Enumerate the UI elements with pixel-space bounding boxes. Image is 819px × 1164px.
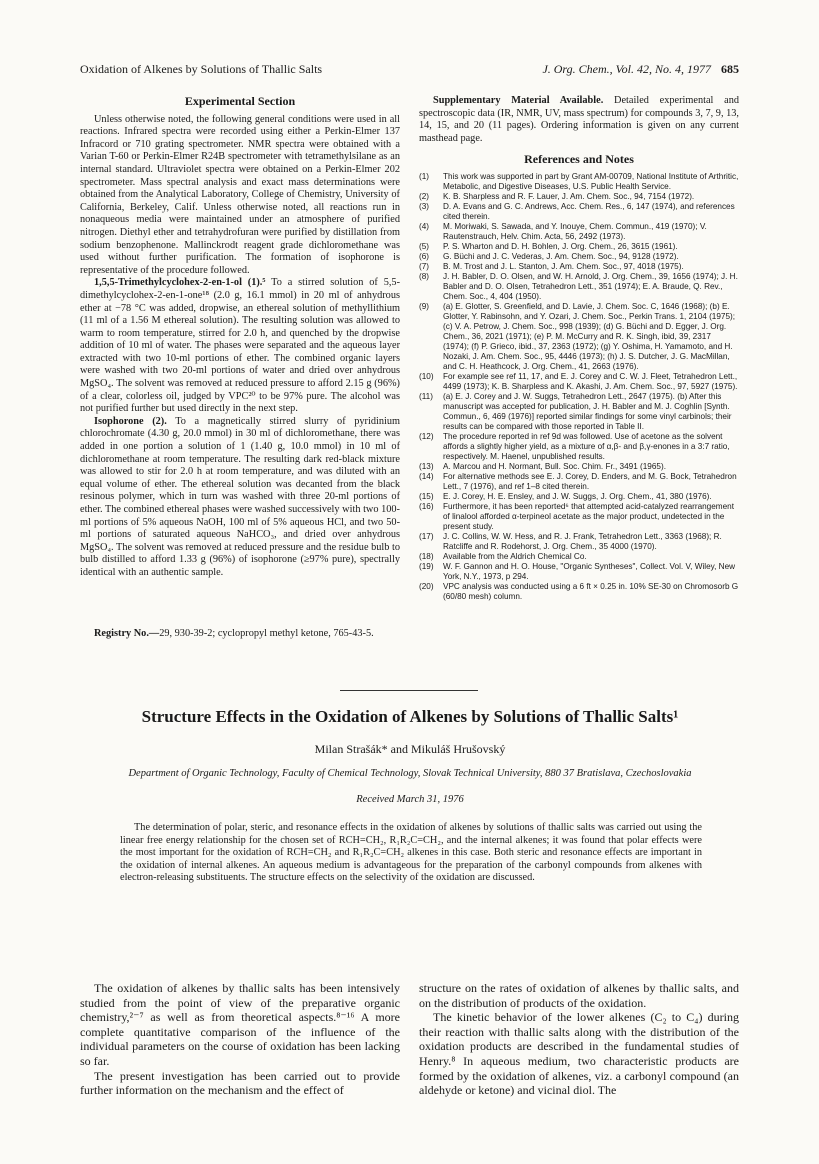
received-date: Received March 31, 1976: [356, 794, 464, 805]
intro-right-column: [419, 981, 739, 1098]
registry-label: Registry No.—: [94, 628, 160, 639]
reference-text: For example see ref 11, 17, and E. J. Corey and C. W. J. Fleet, Tetrahedron Lett., 4499 (1973); K. B. Sharpless and K. Akashi, J. Am. Chem. Soc., 97, 5927 (1975).: [443, 371, 738, 391]
right-column: [419, 95, 739, 602]
section-divider: [340, 690, 478, 691]
reference-number: (13): [419, 461, 434, 471]
reference-number: (2): [419, 191, 430, 201]
reference-item: [419, 372, 739, 392]
reference-item: [419, 502, 739, 532]
intro-left-column: [80, 981, 400, 1098]
reference-item: [419, 562, 739, 582]
reference-number: (12): [419, 431, 434, 441]
article-authors: Milan Strašák* and Mikuláš Hrušovský: [314, 742, 506, 756]
reference-item: [419, 582, 739, 602]
reference-text: K. B. Sharpless and R. F. Lauer, J. Am. Chem. Soc., 94, 7154 (1972).: [443, 191, 695, 201]
reference-text: W. F. Gannon and H. O. House, "Organic Syntheses", Collect. Vol. V, Wiley, New York, N.Y., 1973, p 294.: [443, 561, 736, 581]
reference-text: For alternative methods see E. J. Corey, D. Enders, and M. G. Bock, Tetrahedron Lett., 7 (1976), and ref 1–8 cited therein.: [443, 471, 737, 491]
reference-item: [419, 272, 739, 302]
reference-text: A. Marcou and H. Normant, Bull. Soc. Chim. Fr., 3491 (1965).: [443, 461, 666, 471]
reference-item: [419, 462, 739, 472]
reference-text: Furthermore, it has been reported⁶ that attempted acid-catalyzed rearrangement of linalool afforded α-terpineol acetate as the major product, undetected in the present study.: [443, 501, 734, 531]
reference-item: [419, 302, 739, 372]
reference-number: (16): [419, 501, 434, 511]
article-title: Structure Effects in the Oxidation of Alkenes by Solutions of Thallic Salts¹: [141, 707, 679, 726]
experimental-section: [80, 95, 400, 580]
reference-item: [419, 532, 739, 552]
reference-text: D. A. Evans and G. C. Andrews, Acc. Chem. Res., 6, 147 (1974), and references cited therein.: [443, 201, 735, 221]
reference-text: M. Moriwaki, S. Sawada, and Y. Inouye, Chem. Commun., 419 (1970); V. Rautenstrauch, Helv. Chim. Acta, 56, 2492 (1973).: [443, 221, 707, 241]
reference-item: [419, 192, 739, 202]
reference-number: (1): [419, 171, 430, 181]
reference-text: E. J. Corey, H. E. Ensley, and J. W. Suggs, J. Org. Chem., 41, 380 (1976).: [443, 491, 712, 501]
abstract: The determination of polar, steric, and resonance effects in the oxidation of alkenes by solutions of thallic salts was carried out using the linear free energy relationship for the chosen set of RCH=CH₂, R₁R₂C=CH₂, and the internal alkenes; it was found that polar effects were the most important for the oxidation of RCH=CH₂ and R₁R₂C=CH₂ alkenes in this case. Both steric and resonance effects are important in the oxidation of internal alkenes. An aqueous medium is advantageous for the preparation of the carbonyl compounds from alkenes with electron-releasing substituents. The structure effects on the selectivity of the oxidation are discussed.: [120, 822, 702, 884]
reference-text: This work was supported in part by Grant AM-00709, National Institute of Arthritic, Metabolic, and Digestive Diseases, U.S. Public Health Service.: [443, 171, 739, 191]
experimental-paragraph: 1,5,5-Trimethylcyclohex-2-en-1-ol (1).⁵ To a stirred solution of 5,5-dimethylcyclohex-2-en-1-one¹⁸ (2.0 g, 16.1 mmol) in 20 ml of anhydrous ether at −78 °C was added, dropwise, an ethereal solution of methyllithium (11 ml of a 1.56 M ethereal solution). The resulting solution was allowed to warm to room temperature, stirred for 2.0 h, and quenched by the dropwise addition of 10 ml of water. The phases were separated and the aqueous layer extracted with two 10-ml portions of ether. The combined organic layers were washed with two 20-ml portions of water and dried over anhydrous MgSO₄. The solvent was removed at reduced pressure to afford 2.15 g (96%) of a clear, colorless oil, judged by VPC²⁰ to be 97% pure. The alcohol was not purified further but used directly in the next step.: [80, 277, 401, 415]
references-list: [419, 172, 739, 602]
reference-number: (8): [419, 271, 430, 281]
reference-number: (4): [419, 221, 430, 231]
page-header: [80, 62, 739, 80]
reference-item: [419, 552, 739, 562]
reference-item: [419, 252, 739, 262]
body-paragraph: The present investigation has been carried out to provide further information on the mechanism and the effect of: [80, 1068, 400, 1098]
reference-text: VPC analysis was conducted using a 6 ft × 0.25 in. 10% SE-30 on Chromosorb G (60/80 mesh) column.: [443, 581, 739, 601]
body-paragraph: The oxidation of alkenes by thallic salts has been intensively studied from the point of view of the preparative organic chemistry,²⁻⁷ as well as from theoretical aspects.⁸⁻¹⁶ A more complete quantitative comparison of the influence of the individual parameters on the course of oxidation has been lacking so far.: [80, 981, 400, 1068]
body-paragraph: structure on the rates of oxidation of alkenes by thallic salts, and on the distribution of products of the oxidation.: [419, 981, 739, 1010]
reference-item: [419, 432, 739, 462]
reference-number: (7): [419, 261, 430, 271]
reference-item: [419, 262, 739, 272]
journal-citation: J. Org. Chem., Vol. 42, No. 4, 1977 685: [542, 62, 739, 76]
experimental-paragraph: Isophorone (2). To a magnetically stirred slurry of pyridinium chlorochromate (4.30 g, 20.0 mmol) in 30 ml of dichloromethane, there was added in one portion a solution of 1 (1.40 g, 10.0 mmol) in 10 ml of dichloromethane at room temperature. The resulting dark red-black mixture was allowed to stir for 2.0 h at room temperature, and was diluted with an equal volume of ether. The ethereal solution was decanted from the black resinous polymer, which in turn was washed with three 20-ml portions of ether. The combined ethereal phases were washed successively with two 100-ml portions of 5% aqueous NaOH, 100 ml of 5% aqueous HCl, and two 50-ml portions of saturated aqueous NaHCO₃, and dried over anhydrous MgSO₄. The solvent was removed at reduced pressure and the residue bulb to bulb distilled to afford 1.33 g (96%) of isophorone (≥97% pure), spectrally identical with an authentic sample.: [80, 415, 400, 578]
reference-item: [419, 222, 739, 242]
page-number: 685: [721, 62, 739, 76]
reference-number: (11): [419, 391, 433, 401]
reference-text: Available from the Aldrich Chemical Co.: [443, 551, 587, 561]
supplementary-material: Supplementary Material Available. Detailed experimental and spectroscopic data (IR, NMR, UV, mass spectrum) for compounds 3, 7, 9, 13, 14, 15, and 20 (11 pages). Ordering information is given on any current masthead page.: [419, 95, 740, 144]
reference-number: (9): [419, 301, 430, 311]
experimental-paragraph: Unless otherwise noted, the following general conditions were used in all reactions. Infrared spectra were recorded using either a Perkin-Elmer 137 Infracord or 710 grating spectrometer. NMR spectra were obtained with a Varian T-60 or Perkin-Elmer R24B spectrometer with tetramethylsilane as an internal standard. Ultraviolet spectra were obtained on a Perkin-Elmer 202 spectrometer. Mass spectral analysis and exact mass determinations were obtained from the Analytical Laboratory, College of Chemistry, University of California, Berkeley, Calif. Unless otherwise noted, all reactions run in nonaqueous media were maintained under an atmosphere of purified nitrogen. Diethyl ether and tetrahydrofuran were purified by distillation from sodium benzophenone. Mallinckrodt reagent grade dichloromethane was used without further purification. The formation of isophorone is representative of the procedure followed.: [80, 113, 400, 276]
reference-text: G. Büchi and J. C. Vederas, J. Am. Chem. Soc., 94, 9128 (1972).: [443, 251, 679, 261]
reference-number: (15): [419, 491, 434, 501]
running-title: Oxidation of Alkenes by Solutions of Thallic Salts: [80, 62, 323, 76]
reference-item: [419, 392, 739, 432]
reference-number: (6): [419, 251, 430, 261]
supplementary-label: Supplementary Material Available.: [433, 95, 604, 106]
compound-heading: 1,5,5-Trimethylcyclohex-2-en-1-ol (1).⁵: [94, 277, 266, 289]
reference-number: (5): [419, 241, 430, 251]
reference-text: The procedure reported in ref 9d was followed. Use of acetone as the solvent affords a slightly higher yield, as a mixture of α,β- and β,γ-enones in a 3:7 ratio, respectively. M. Haenel, unpublished results.: [443, 431, 730, 461]
reference-number: (20): [419, 581, 434, 591]
reference-number: (19): [419, 561, 434, 571]
experimental-heading: Experimental Section: [184, 94, 296, 108]
reference-item: [419, 472, 739, 492]
article-affiliation: Department of Organic Technology, Faculty of Chemical Technology, Slovak Technical University, 880 37 Bratislava, Czechoslovakia: [128, 768, 692, 779]
reference-number: (14): [419, 471, 434, 481]
reference-number: (17): [419, 531, 434, 541]
reference-item: [419, 242, 739, 252]
compound-heading: Isophorone (2).: [94, 415, 167, 427]
reference-text: B. M. Trost and J. L. Stanton, J. Am. Chem. Soc., 97, 4018 (1975).: [443, 261, 684, 271]
reference-number: (18): [419, 551, 434, 561]
registry-numbers: Registry No.—29, 930-39-2; cyclopropyl methyl ketone, 765-43-5.: [94, 628, 374, 639]
body-paragraph: The kinetic behavior of the lower alkenes (C₂ to C₄) during their reaction with thallic salts along with the distribution of the oxidation products are described in the fundamental studies of Henry.⁸ In aqueous medium, two characteristic products are formed by the oxidation of alkenes, viz. a carbonyl compound (an aldehyde or ketone) and vicinal diol. The: [419, 1010, 739, 1098]
reference-text: (a) E. Glotter, S. Greenfield, and D. Lavie, J. Chem. Soc. C, 1646 (1968); (b) E. Glotter, Y. Rabinsohn, and Y. Ozari, J. Chem. Soc., Perkin Trans. 1, 2104 (1975); (c) V. A. Petrow, J. Chem. Soc., 998 (1939); (d) G. Büchi and D. Egger, J. Org. Chem., 36, 2021 (1971); (e) P. M. McCurry and R. K. Singh, ibid, 39, 2317 (1974); (f) P. Grieco, ibid., 37, 2363 (1972); (g) Y. Oshima, H. Yamamoto, and H. Nozaki, J. Am. Chem. Soc., 95, 4446 (1973); (h) J. S. Dutcher, J. G. MacMillan, and C. H. Heathcock, J. Org. Chem., 41, 2663 (1976).: [443, 301, 736, 371]
reference-number: (3): [419, 201, 430, 211]
reference-item: [419, 492, 739, 502]
reference-text: (a) E. J. Corey and J. W. Suggs, Tetrahedron Lett., 2647 (1975). (b) After this manuscript was accepted for publication, J. H. Babler and M. J. Coghlin [Synth. Commun., 6, 469 (1976)] reported similar findings for some vinyl carbinols; their results can be compared with those reported in Table II.: [443, 391, 732, 431]
reference-text: P. S. Wharton and D. H. Bohlen, J. Org. Chem., 26, 3615 (1961).: [443, 241, 678, 251]
reference-text: J. C. Collins, W. W. Hess, and R. J. Frank, Tetrahedron Lett., 3363 (1968); R. Ratcliffe and R. Rodehorst, J. Org. Chem., 35 4000 (1970).: [443, 531, 722, 551]
reference-item: [419, 202, 739, 222]
references-heading: References and Notes: [524, 152, 634, 167]
reference-number: (10): [419, 371, 434, 381]
reference-item: [419, 172, 739, 192]
reference-text: J. H. Babler, D. O. Olsen, and W. H. Arnold, J. Org. Chem., 39, 1656 (1974); J. H. Babler and D. O. Olsen, Tetrahedron Lett., 351 (1974); E. A. Braude, Q. Rev., Chem. Soc., 4, 404 (1950).: [443, 271, 738, 301]
